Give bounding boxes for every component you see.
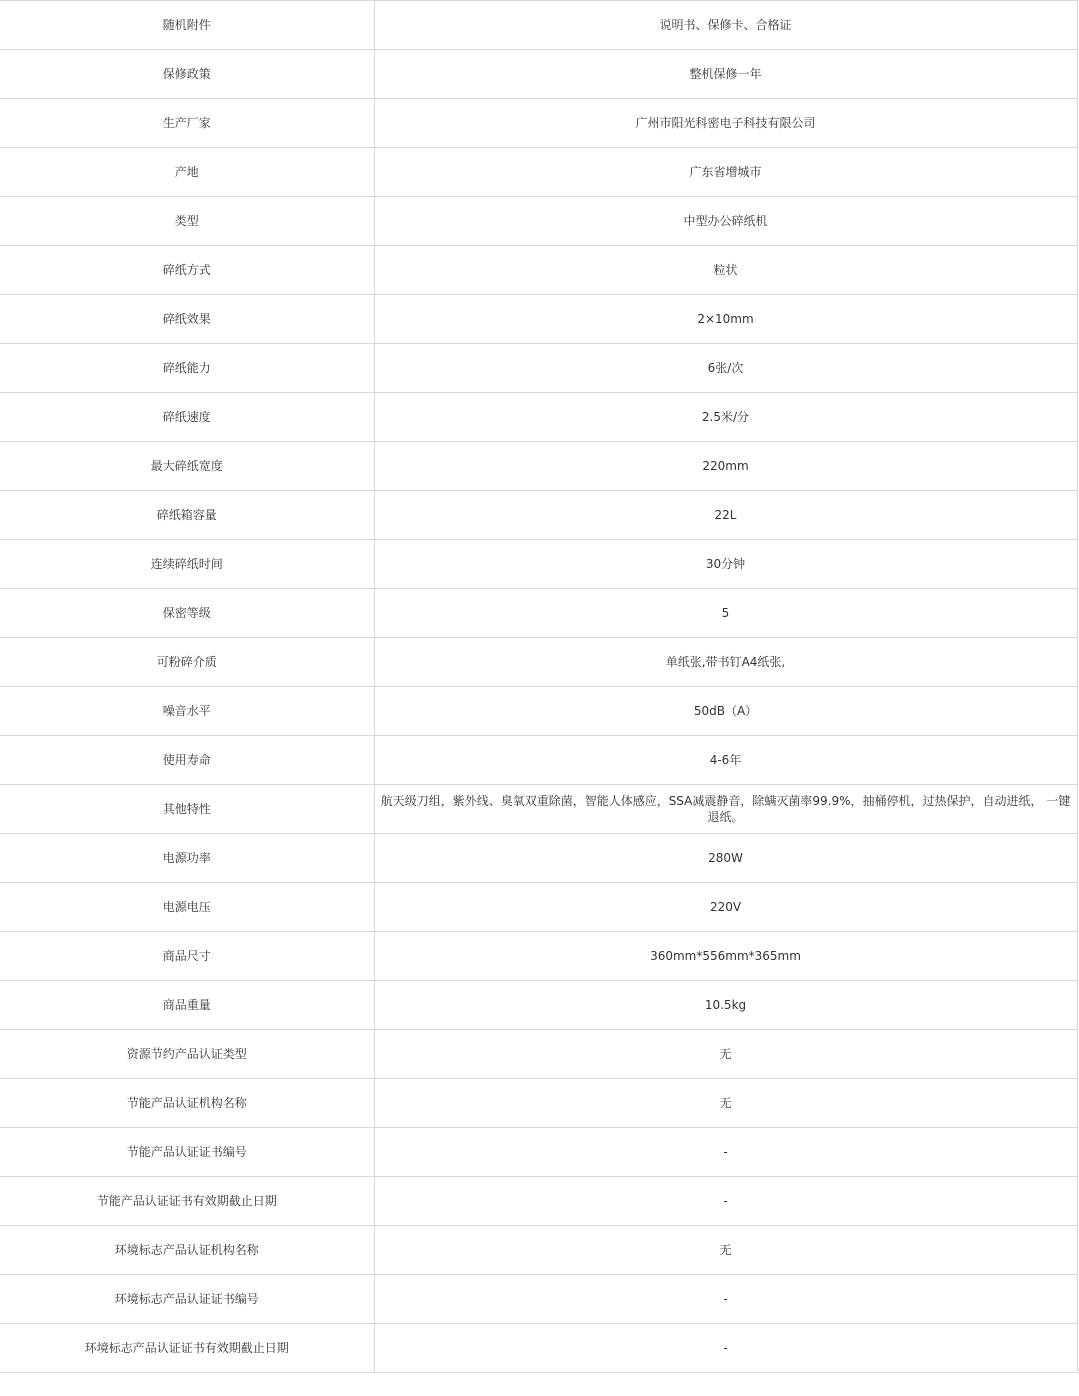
spec-value: 无 xyxy=(374,1079,1077,1128)
spec-row xyxy=(0,295,1077,344)
spec-row xyxy=(0,834,1077,883)
spec-row xyxy=(0,736,1077,785)
spec-label: 商品尺寸 xyxy=(0,932,374,981)
spec-label: 环境标志产品认证证书编号 xyxy=(0,1275,374,1324)
spec-row xyxy=(0,589,1077,638)
spec-value: - xyxy=(374,1275,1077,1324)
spec-row xyxy=(0,393,1077,442)
spec-value: 10.5kg xyxy=(374,981,1077,1030)
spec-row xyxy=(0,1324,1077,1373)
spec-label: 节能产品认证证书编号 xyxy=(0,1128,374,1177)
spec-label: 碎纸箱容量 xyxy=(0,491,374,540)
spec-table-body xyxy=(0,1,1077,1373)
spec-value: 280W xyxy=(374,834,1077,883)
spec-label: 可粉碎介质 xyxy=(0,638,374,687)
spec-label: 生产厂家 xyxy=(0,99,374,148)
spec-row xyxy=(0,687,1077,736)
spec-value: 说明书、保修卡、合格证 xyxy=(374,1,1077,50)
spec-value: 22L xyxy=(374,491,1077,540)
spec-row xyxy=(0,99,1077,148)
spec-row xyxy=(0,883,1077,932)
spec-row xyxy=(0,981,1077,1030)
spec-row xyxy=(0,1275,1077,1324)
spec-label: 碎纸方式 xyxy=(0,246,374,295)
spec-label: 产地 xyxy=(0,148,374,197)
spec-value: 粒状 xyxy=(374,246,1077,295)
spec-label: 使用寿命 xyxy=(0,736,374,785)
spec-value: 航天级刀组，紫外线、臭氧双重除菌，智能人体感应，SSA减震静音，除螨灭菌率99.9%，抽桶停机，过热保护，自动进纸， 一键退纸。 xyxy=(374,785,1077,834)
spec-row xyxy=(0,491,1077,540)
spec-value: 2.5米/分 xyxy=(374,393,1077,442)
spec-value: - xyxy=(374,1324,1077,1373)
spec-row xyxy=(0,785,1077,834)
spec-label: 电源功率 xyxy=(0,834,374,883)
spec-row xyxy=(0,344,1077,393)
spec-value: 5 xyxy=(374,589,1077,638)
spec-value: 220V xyxy=(374,883,1077,932)
spec-value: - xyxy=(374,1128,1077,1177)
spec-value: 无 xyxy=(374,1030,1077,1079)
spec-value: 无 xyxy=(374,1226,1077,1275)
spec-label: 碎纸能力 xyxy=(0,344,374,393)
spec-label: 保修政策 xyxy=(0,50,374,99)
spec-label: 资源节约产品认证类型 xyxy=(0,1030,374,1079)
spec-row xyxy=(0,1226,1077,1275)
spec-row xyxy=(0,1,1077,50)
spec-value: 4-6年 xyxy=(374,736,1077,785)
spec-label: 其他特性 xyxy=(0,785,374,834)
spec-value: - xyxy=(374,1177,1077,1226)
spec-label: 最大碎纸宽度 xyxy=(0,442,374,491)
spec-value: 2×10mm xyxy=(374,295,1077,344)
spec-value: 广东省增城市 xyxy=(374,148,1077,197)
spec-row xyxy=(0,442,1077,491)
spec-value: 广州市阳光科密电子科技有限公司 xyxy=(374,99,1077,148)
spec-label: 连续碎纸时间 xyxy=(0,540,374,589)
spec-value: 50dB（A） xyxy=(374,687,1077,736)
spec-row xyxy=(0,1177,1077,1226)
spec-label: 随机附件 xyxy=(0,1,374,50)
spec-row xyxy=(0,1079,1077,1128)
spec-value: 360mm*556mm*365mm xyxy=(374,932,1077,981)
spec-value: 220mm xyxy=(374,442,1077,491)
spec-value: 整机保修一年 xyxy=(374,50,1077,99)
spec-label: 噪音水平 xyxy=(0,687,374,736)
spec-row xyxy=(0,1030,1077,1079)
spec-row xyxy=(0,246,1077,295)
spec-value: 30分钟 xyxy=(374,540,1077,589)
spec-row xyxy=(0,638,1077,687)
spec-row xyxy=(0,540,1077,589)
spec-label: 商品重量 xyxy=(0,981,374,1030)
spec-label: 碎纸速度 xyxy=(0,393,374,442)
spec-label: 环境标志产品认证证书有效期截止日期 xyxy=(0,1324,374,1373)
spec-row xyxy=(0,932,1077,981)
spec-row xyxy=(0,197,1077,246)
spec-row xyxy=(0,148,1077,197)
spec-label: 节能产品认证证书有效期截止日期 xyxy=(0,1177,374,1226)
spec-label: 电源电压 xyxy=(0,883,374,932)
spec-row xyxy=(0,50,1077,99)
spec-label: 类型 xyxy=(0,197,374,246)
spec-label: 保密等级 xyxy=(0,589,374,638)
spec-value: 中型办公碎纸机 xyxy=(374,197,1077,246)
spec-label: 环境标志产品认证机构名称 xyxy=(0,1226,374,1275)
spec-value: 单纸张,带书钉A4纸张, xyxy=(374,638,1077,687)
spec-label: 碎纸效果 xyxy=(0,295,374,344)
spec-value: 6张/次 xyxy=(374,344,1077,393)
spec-label: 节能产品认证机构名称 xyxy=(0,1079,374,1128)
spec-row xyxy=(0,1128,1077,1177)
